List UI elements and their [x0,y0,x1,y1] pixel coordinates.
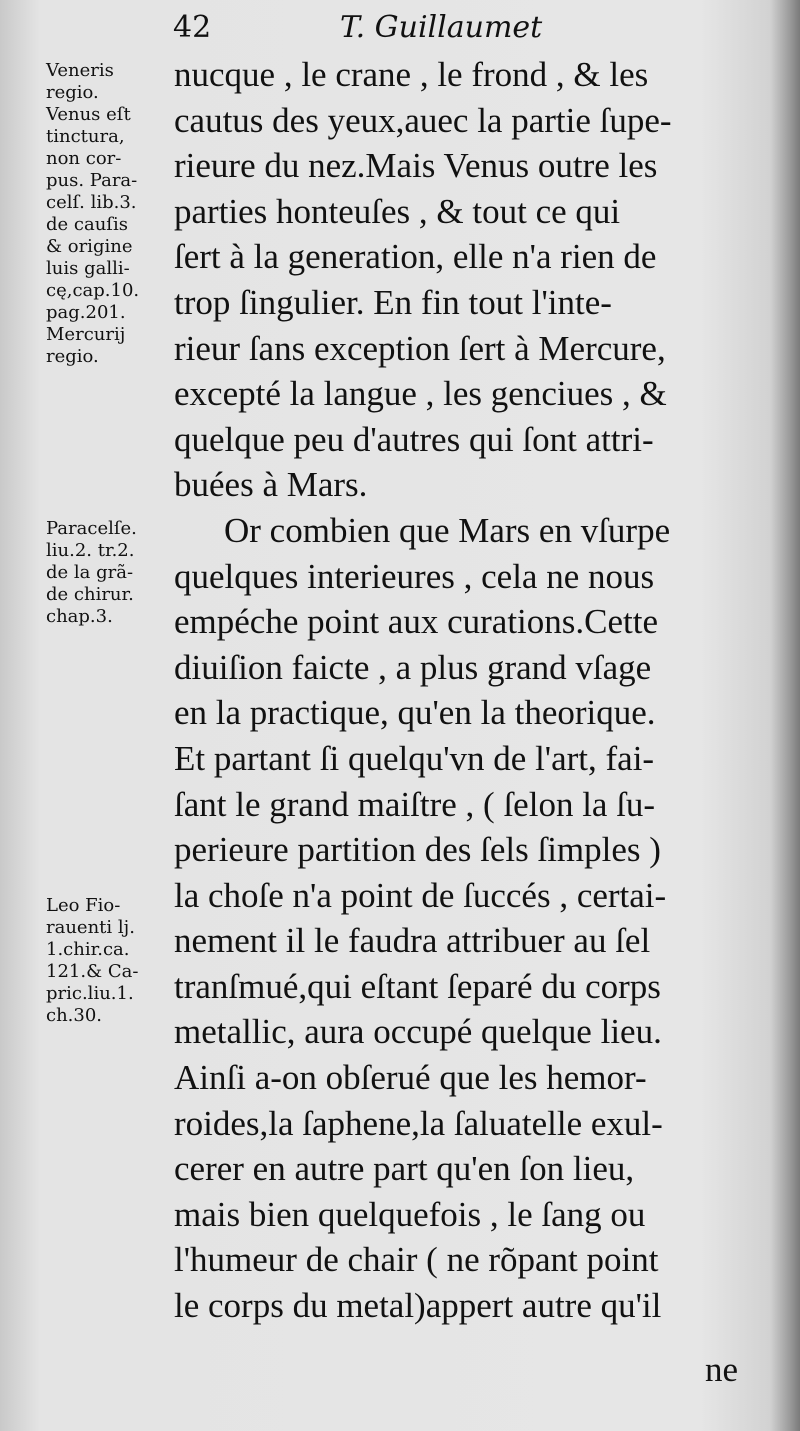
margin-line: regio. [46,82,99,103]
margin-line: rauenti lj. [46,917,135,938]
main-text-block [174,52,748,1329]
margin-line: de cauſis [46,214,128,235]
margin-line: Veneris [46,60,114,81]
text-line: metallic, aura occupé quelque lieu. [174,1012,662,1052]
text-line: trop ſingulier. En fin tout l'inte- [174,282,612,322]
margin-line: luis galli- [46,258,130,279]
margin-line: 1.chir.ca. [46,939,130,960]
text-line: nucque , le crane , le frond , & les [174,55,649,94]
text-line: ſert à la generation, elle n'a rien de [174,237,657,277]
text-line: cautus des yeux,auec la partie ſupe- [174,100,672,140]
text-line: empéche point aux curations.Cette [174,602,659,642]
text-line: quelques interieures , cela ne nous [174,556,655,596]
catchword: ne [705,1350,739,1389]
text-line: l'humeur de chair ( ne rõpant point [174,1240,659,1280]
text-line: Ainſi a-on obſerué que les hemor- [174,1058,647,1098]
margin-line: chap.3. [46,606,113,627]
margin-line: tinctura, [46,126,125,147]
text-line: la choſe n'a point de ſuccés , certai- [174,875,667,915]
margin-line: de chirur. [46,584,134,605]
text-line: rieure du nez.Mais Venus outre les [174,146,658,186]
margin-line: Leo Fio- [46,895,121,916]
margin-line: ch.30. [46,1005,103,1026]
text-line: le corps du metal)appert autre qu'il [174,1286,662,1326]
margin-line: celſ. lib.3. [46,192,137,213]
text-line: rieur ſans exception ſert à Mercure, [174,328,666,368]
text-line: mais bien quelquefois , le ſang ou [174,1194,646,1234]
margin-line: regio. [46,346,99,367]
margin-line: pric.liu.1. [46,983,134,1004]
text-line: ſant le grand maiſtre , ( ſelon la ſu- [174,784,656,824]
text-line: parties honteuſes , & tout ce qui [174,191,621,231]
margin-note-paracelse [46,518,176,628]
text-line: cerer en autre part qu'en ſon lieu, [174,1149,635,1189]
text-line: en la practique, qu'en la theorique. [174,693,656,733]
margin-line: & origine [46,236,133,257]
text-line: roides,la ſaphene,la ſaluatelle exul- [174,1103,663,1143]
margin-line: Mercurij [46,324,126,345]
text-line: nement il le faudra attribuer au ſel [174,921,651,961]
text-line: perieure partition des ſels ſimples ) [174,830,661,870]
text-line: excepté la langue , les genciues , & [174,374,667,414]
margin-line: cę,cap.10. [46,280,140,301]
margin-note-fioravanti [46,895,176,1027]
text-line: quelque peu d'autres qui ſont attri- [174,419,654,459]
text-line: diuiſion faicte , a plus grand vſage [174,647,652,687]
text-line: buées à Mars. [174,465,368,505]
margin-line: pag.201. [46,302,126,323]
text-line: tranſmué,qui eſtant ſeparé du corps [174,966,661,1006]
margin-line: Paracelſe. [46,518,137,539]
margin-note-venus [46,60,176,368]
margin-line: liu.2. tr.2. [46,540,135,561]
margin-line: non cor- [46,148,122,169]
margin-line: Venus eſt [46,104,131,125]
margin-line: de la grã- [46,562,134,583]
running-title: T. Guillaumet [340,10,543,45]
text-line: Et partant ſi quelqu'vn de l'art, fai- [174,738,655,778]
paragraph-start-line: Or combien que Mars en vſurpe [224,510,671,550]
margin-line: pus. Para- [46,170,138,191]
page-number: 42 [173,10,212,45]
margin-line: 121.& Ca- [46,961,139,982]
